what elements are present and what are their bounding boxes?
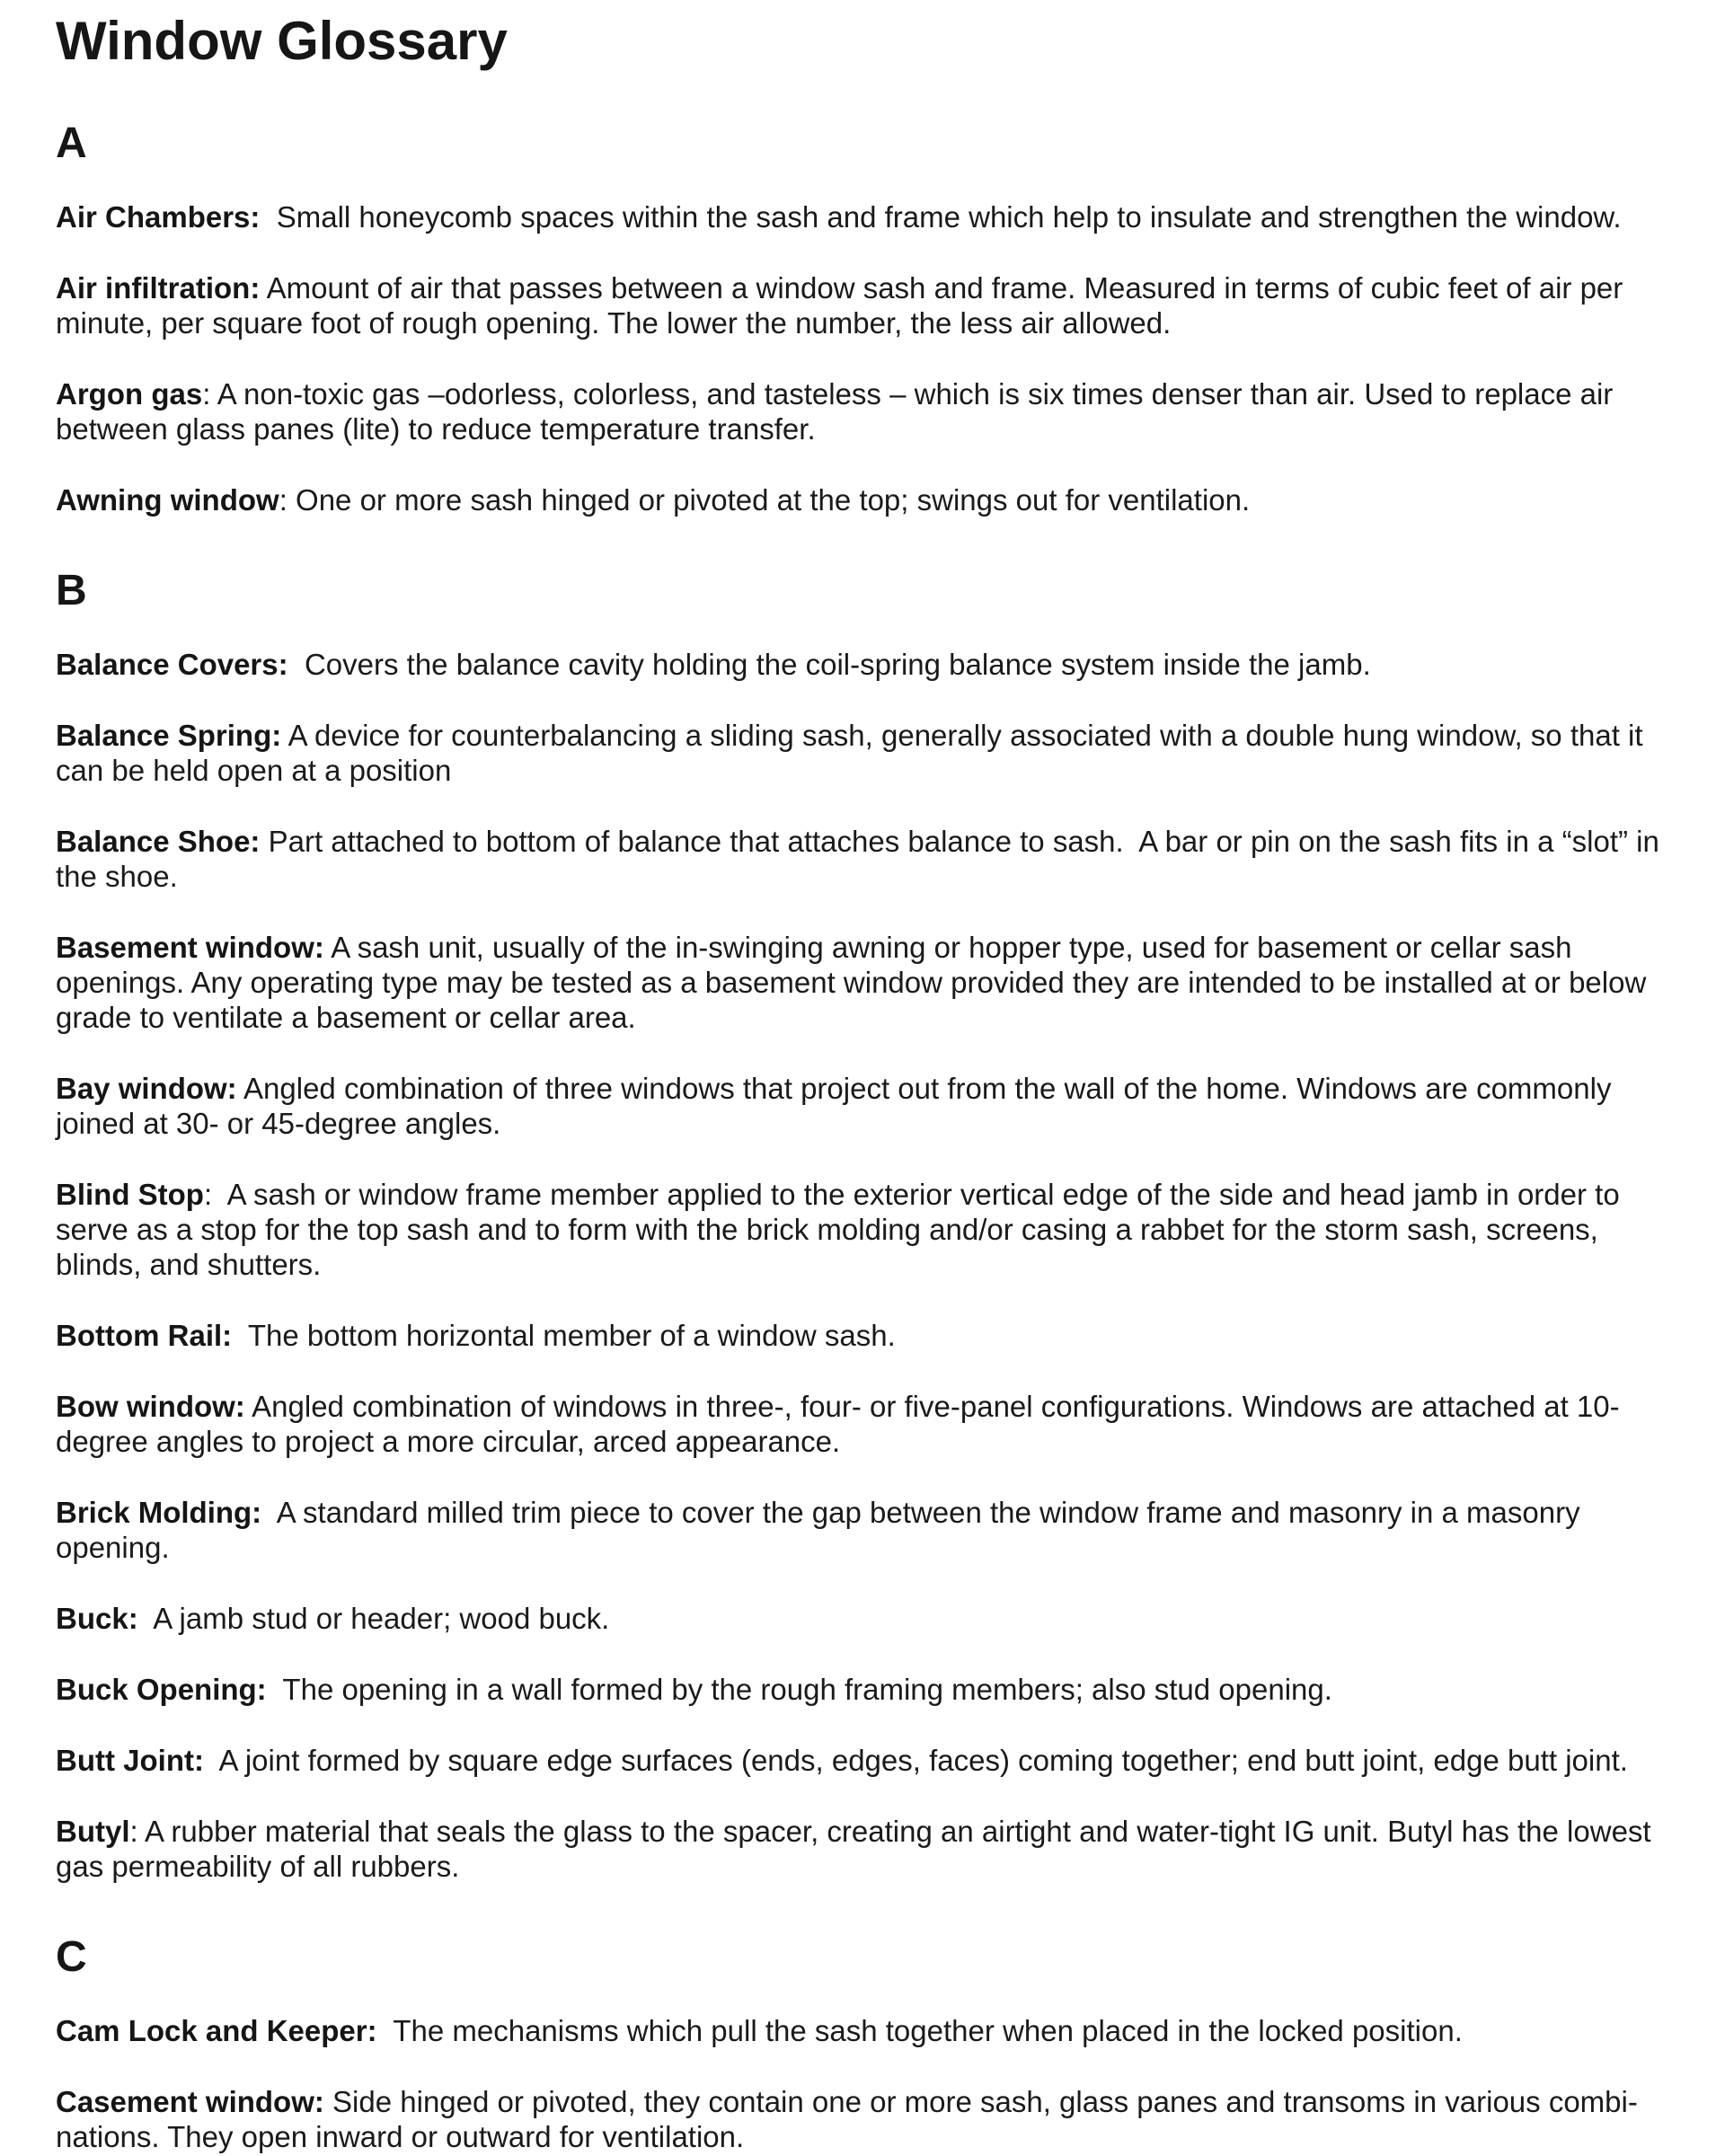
entry-term: Butyl	[56, 1815, 130, 1848]
glossary-entry	[56, 1601, 1659, 1636]
section-entries	[56, 199, 1671, 517]
glossary-entry	[56, 1672, 1659, 1707]
glossary-entry	[56, 2084, 1659, 2154]
entry-term: Bow window:	[56, 1390, 245, 1423]
entry-definition: Small honeycomb spaces within the sash and frame which help to insulate and strengthen the window.	[260, 200, 1622, 234]
glossary-sections	[56, 119, 1671, 2154]
entry-term: Buck Opening:	[56, 1673, 267, 1706]
entry-term: Buck:	[56, 1602, 138, 1635]
entry-definition: A standard milled trim piece to cover the gap between the window frame and masonry in a masonry opening.	[56, 1496, 1588, 1564]
entry-term: Air infiltration:	[56, 271, 261, 305]
entry-definition: A joint formed by square edge surfaces (ends, edges, faces) coming together; end butt joint, edge butt joint.	[203, 1744, 1628, 1777]
glossary-section	[56, 566, 1671, 1884]
entry-term: Blind Stop	[56, 1178, 204, 1211]
entry-term: Air Chambers:	[56, 200, 261, 234]
section-entries	[56, 647, 1671, 1884]
glossary-entry	[56, 1071, 1659, 1141]
glossary-entry	[56, 1814, 1659, 1884]
entry-term: Basement window:	[56, 931, 324, 964]
entry-definition: A sash unit, usually of the in-swinging awning or hopper type, used for basement or cellar sash openings. Any operating type may be tested as a basement window provided they are intended to be installed at or below grade to ventilate a basement or cellar area.	[56, 931, 1655, 1034]
glossary-entry	[56, 1177, 1659, 1282]
section-entries	[56, 2013, 1671, 2154]
entry-definition: A jamb stud or header; wood buck.	[137, 1602, 610, 1635]
entry-definition: Side hinged or pivoted, they contain one or more sash, glass panes and transoms in various combi-nations. They open inward or outward for ventilation.	[56, 2085, 1638, 2153]
entry-term: Cam Lock and Keeper:	[56, 2014, 377, 2047]
entry-definition: : One or more sash hinged or pivoted at the top; swings out for ventilation.	[279, 483, 1251, 517]
glossary-section	[56, 1932, 1671, 2154]
glossary-entry	[56, 1495, 1659, 1565]
entry-term: Awning window	[56, 483, 279, 517]
glossary-entry	[56, 824, 1668, 894]
glossary-entry	[56, 1318, 1659, 1353]
glossary-entry	[56, 1743, 1659, 1778]
glossary-entry	[56, 270, 1659, 340]
section-letter-heading: A	[56, 119, 87, 167]
entry-definition: Part attached to bottom of balance that attaches balance to sash. A bar or pin on the sash fits in a “slot” in the shoe.	[56, 825, 1668, 893]
glossary-entry	[56, 1389, 1659, 1459]
glossary-section	[56, 119, 1671, 517]
glossary-entry	[56, 718, 1659, 788]
entry-definition: : A rubber material that seals the glass to the spacer, creating an airtight and water-tight IG unit. Butyl has the lowest gas permeability of all rubbers.	[56, 1815, 1659, 1883]
glossary-entry	[56, 376, 1659, 446]
entry-definition: The bottom horizontal member of a window sash.	[232, 1319, 896, 1352]
section-letter-heading: C	[56, 1933, 87, 1981]
page-title: Window Glossary	[56, 11, 508, 71]
entry-term: Bay window:	[56, 1072, 237, 1105]
glossary-entry	[56, 930, 1659, 1035]
glossary-entry	[56, 199, 1659, 234]
entry-term: Balance Shoe:	[56, 825, 261, 858]
entry-definition: : A sash or window frame member applied to the exterior vertical edge of the side and head jamb in order to serve as a stop for the top sash and to form with the brick molding and/or casing a rabbet for the storm sash, screens, blinds, and shutters.	[56, 1178, 1628, 1281]
entry-definition: Covers the balance cavity holding the coil-spring balance system inside the jamb.	[288, 648, 1371, 681]
entry-definition: The mechanisms which pull the sash together when placed in the locked position.	[376, 2014, 1463, 2047]
section-letter-heading: B	[56, 567, 87, 614]
entry-definition: Angled combination of windows in three-, four- or five-panel configurations. Windows are attached at 10-degree angles to project a more circular, arced appearance.	[56, 1390, 1620, 1458]
entry-definition: Amount of air that passes between a window sash and frame. Measured in terms of cubic feet of air per minute, per square foot of rough opening. The lower the number, the less air allowed.	[56, 271, 1632, 340]
entry-term: Casement window:	[56, 2085, 324, 2118]
entry-definition: A device for counterbalancing a sliding sash, generally associated with a double hung window, so that it can be held open at a position	[56, 719, 1651, 787]
glossary-entry	[56, 2013, 1659, 2048]
entry-term: Balance Spring:	[56, 719, 282, 752]
entry-definition: The opening in a wall formed by the rough framing members; also stud opening.	[266, 1673, 1332, 1706]
entry-term: Balance Covers:	[56, 648, 288, 681]
entry-term: Bottom Rail:	[56, 1319, 233, 1352]
entry-definition: : A non-toxic gas –odorless, colorless, and tasteless – which is six times denser than air. Used to replace air between glass panes (lite) to reduce temperature transfer.	[56, 377, 1622, 446]
glossary-entry	[56, 482, 1659, 517]
entry-term: Argon gas	[56, 377, 203, 411]
entry-term: Butt Joint:	[56, 1744, 204, 1777]
entry-definition: Angled combination of three windows that project out from the wall of the home. Windows are commonly joined at 30- or 45-degree angles.	[56, 1072, 1620, 1140]
glossary-entry	[56, 647, 1659, 682]
entry-term: Brick Molding:	[56, 1496, 262, 1529]
